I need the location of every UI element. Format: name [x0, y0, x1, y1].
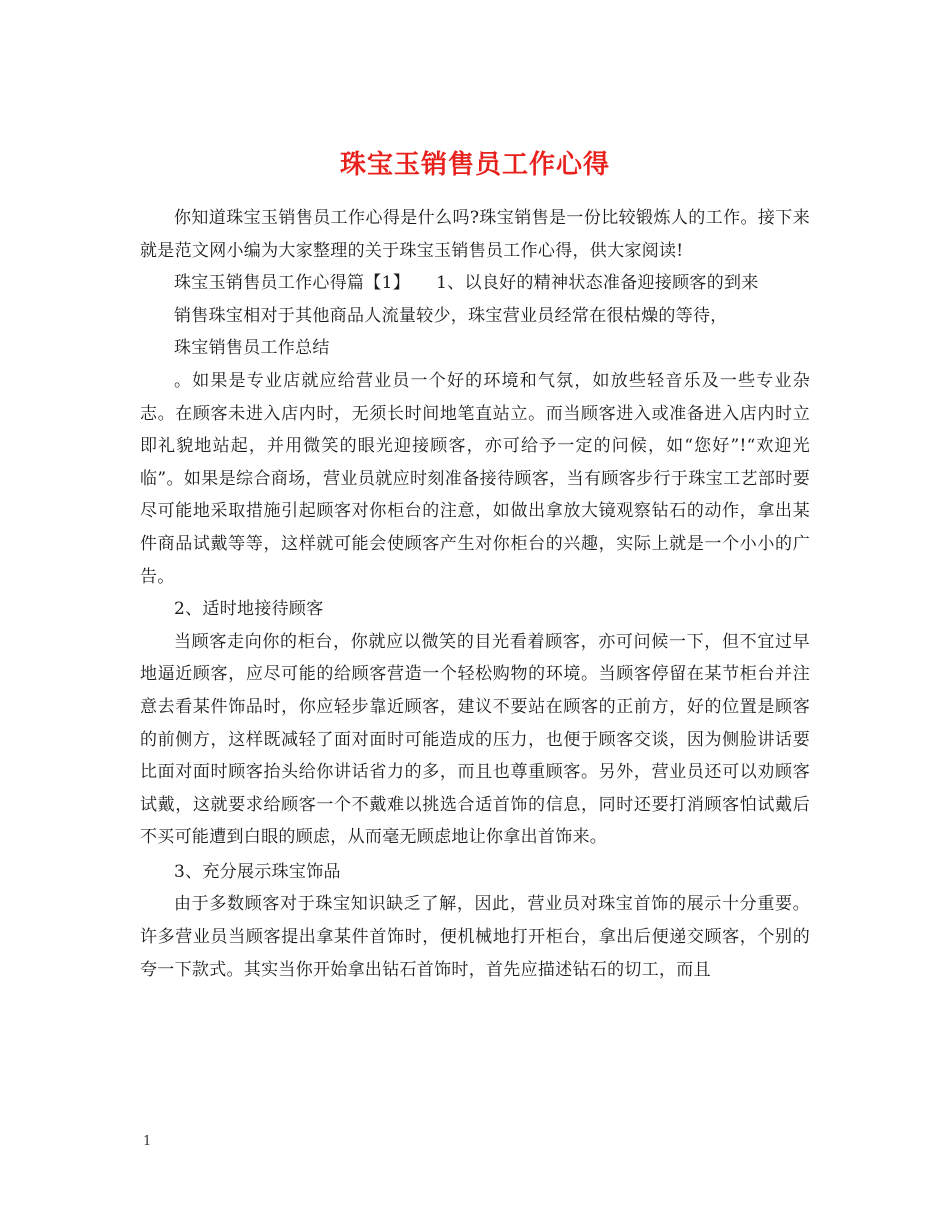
paragraph-body: 当顾客走向你的柜台，你就应以微笑的目光看着顾客，亦可问候一下，但不宜过早地逼近顾客，应尽可能的给顾客营造一个轻松购物的环境。当顾客停留在某节柜台并注意去看某件饰品时，你应轻步靠近顾客，建议不要站在顾客的正前方，好的位置是顾客的前侧方，这样既减轻了面对面时可能造成的压力，也便于顾客交谈，因为侧脸讲话要比面对面时顾客抬头给你讲话省力的多，而且也尊重顾客。另外，营业员还可以劝顾客试戴，这就要求给顾客一个不戴难以挑选合适首饰的信息，同时还要打消顾客怕试戴后不买可能遭到白眼的顾虑，从而毫无顾虑地让你拿出首饰来。: [140, 631, 810, 848]
document-title: 珠宝玉销售员工作心得: [339, 150, 610, 181]
paragraph-section-2-heading: 2、适时地接待顾客: [174, 599, 324, 620]
page-number: 1: [143, 1134, 152, 1149]
paragraph-intro: 你知道珠宝玉销售员工作心得是什么吗?珠宝销售是一份比较锻炼人的工作。接下来就是范文网小编为大家整理的关于珠宝玉销售员工作心得，供大家阅读!: [140, 208, 810, 261]
paragraph-section-3-heading: 3、充分展示珠宝饰品: [174, 861, 341, 882]
paragraph-section-1-heading: 珠宝玉销售员工作心得篇【1】 1、以良好的精神状态准备迎接顾客的到来: [174, 273, 759, 294]
paragraph-body: 。如果是专业店就应给营业员一个好的环境和气氛，如放些轻音乐及一些专业杂志。在顾客未进入店内时，无须长时间地笔直站立。而当顾客进入或准备进入店内时立即礼貌地站起，并用微笑的眼光迎接顾客，亦可给予一定的问候，如“您好”!“欢迎光临”。如果是综合商场，营业员就应时刻准备接待顾客，当有顾客步行于珠宝工艺部时要尽可能地采取措施引起顾客对你柜台的注意，如做出拿放大镜观察钻石的动作，拿出某件商品试戴等等，这样就可能会使顾客产生对你柜台的兴趣，实际上就是一个小小的广告。: [140, 370, 810, 587]
paragraph-line: 销售珠宝相对于其他商品人流量较少，珠宝营业员经常在很枯燥的等待，: [174, 305, 728, 326]
paragraph-body: 由于多数顾客对于珠宝知识缺乏了解，因此，营业员对珠宝首饰的展示十分重要。许多营业员当顾客提出拿某件首饰时，便机械地打开柜台，拿出后便递交顾客，个别的夸一下款式。其实当你开始拿出钻石首饰时，首先应描述钻石的切工，而且: [140, 894, 810, 980]
paragraph-line: 珠宝销售员工作总结: [174, 338, 330, 359]
document-body: [140, 202, 810, 986]
